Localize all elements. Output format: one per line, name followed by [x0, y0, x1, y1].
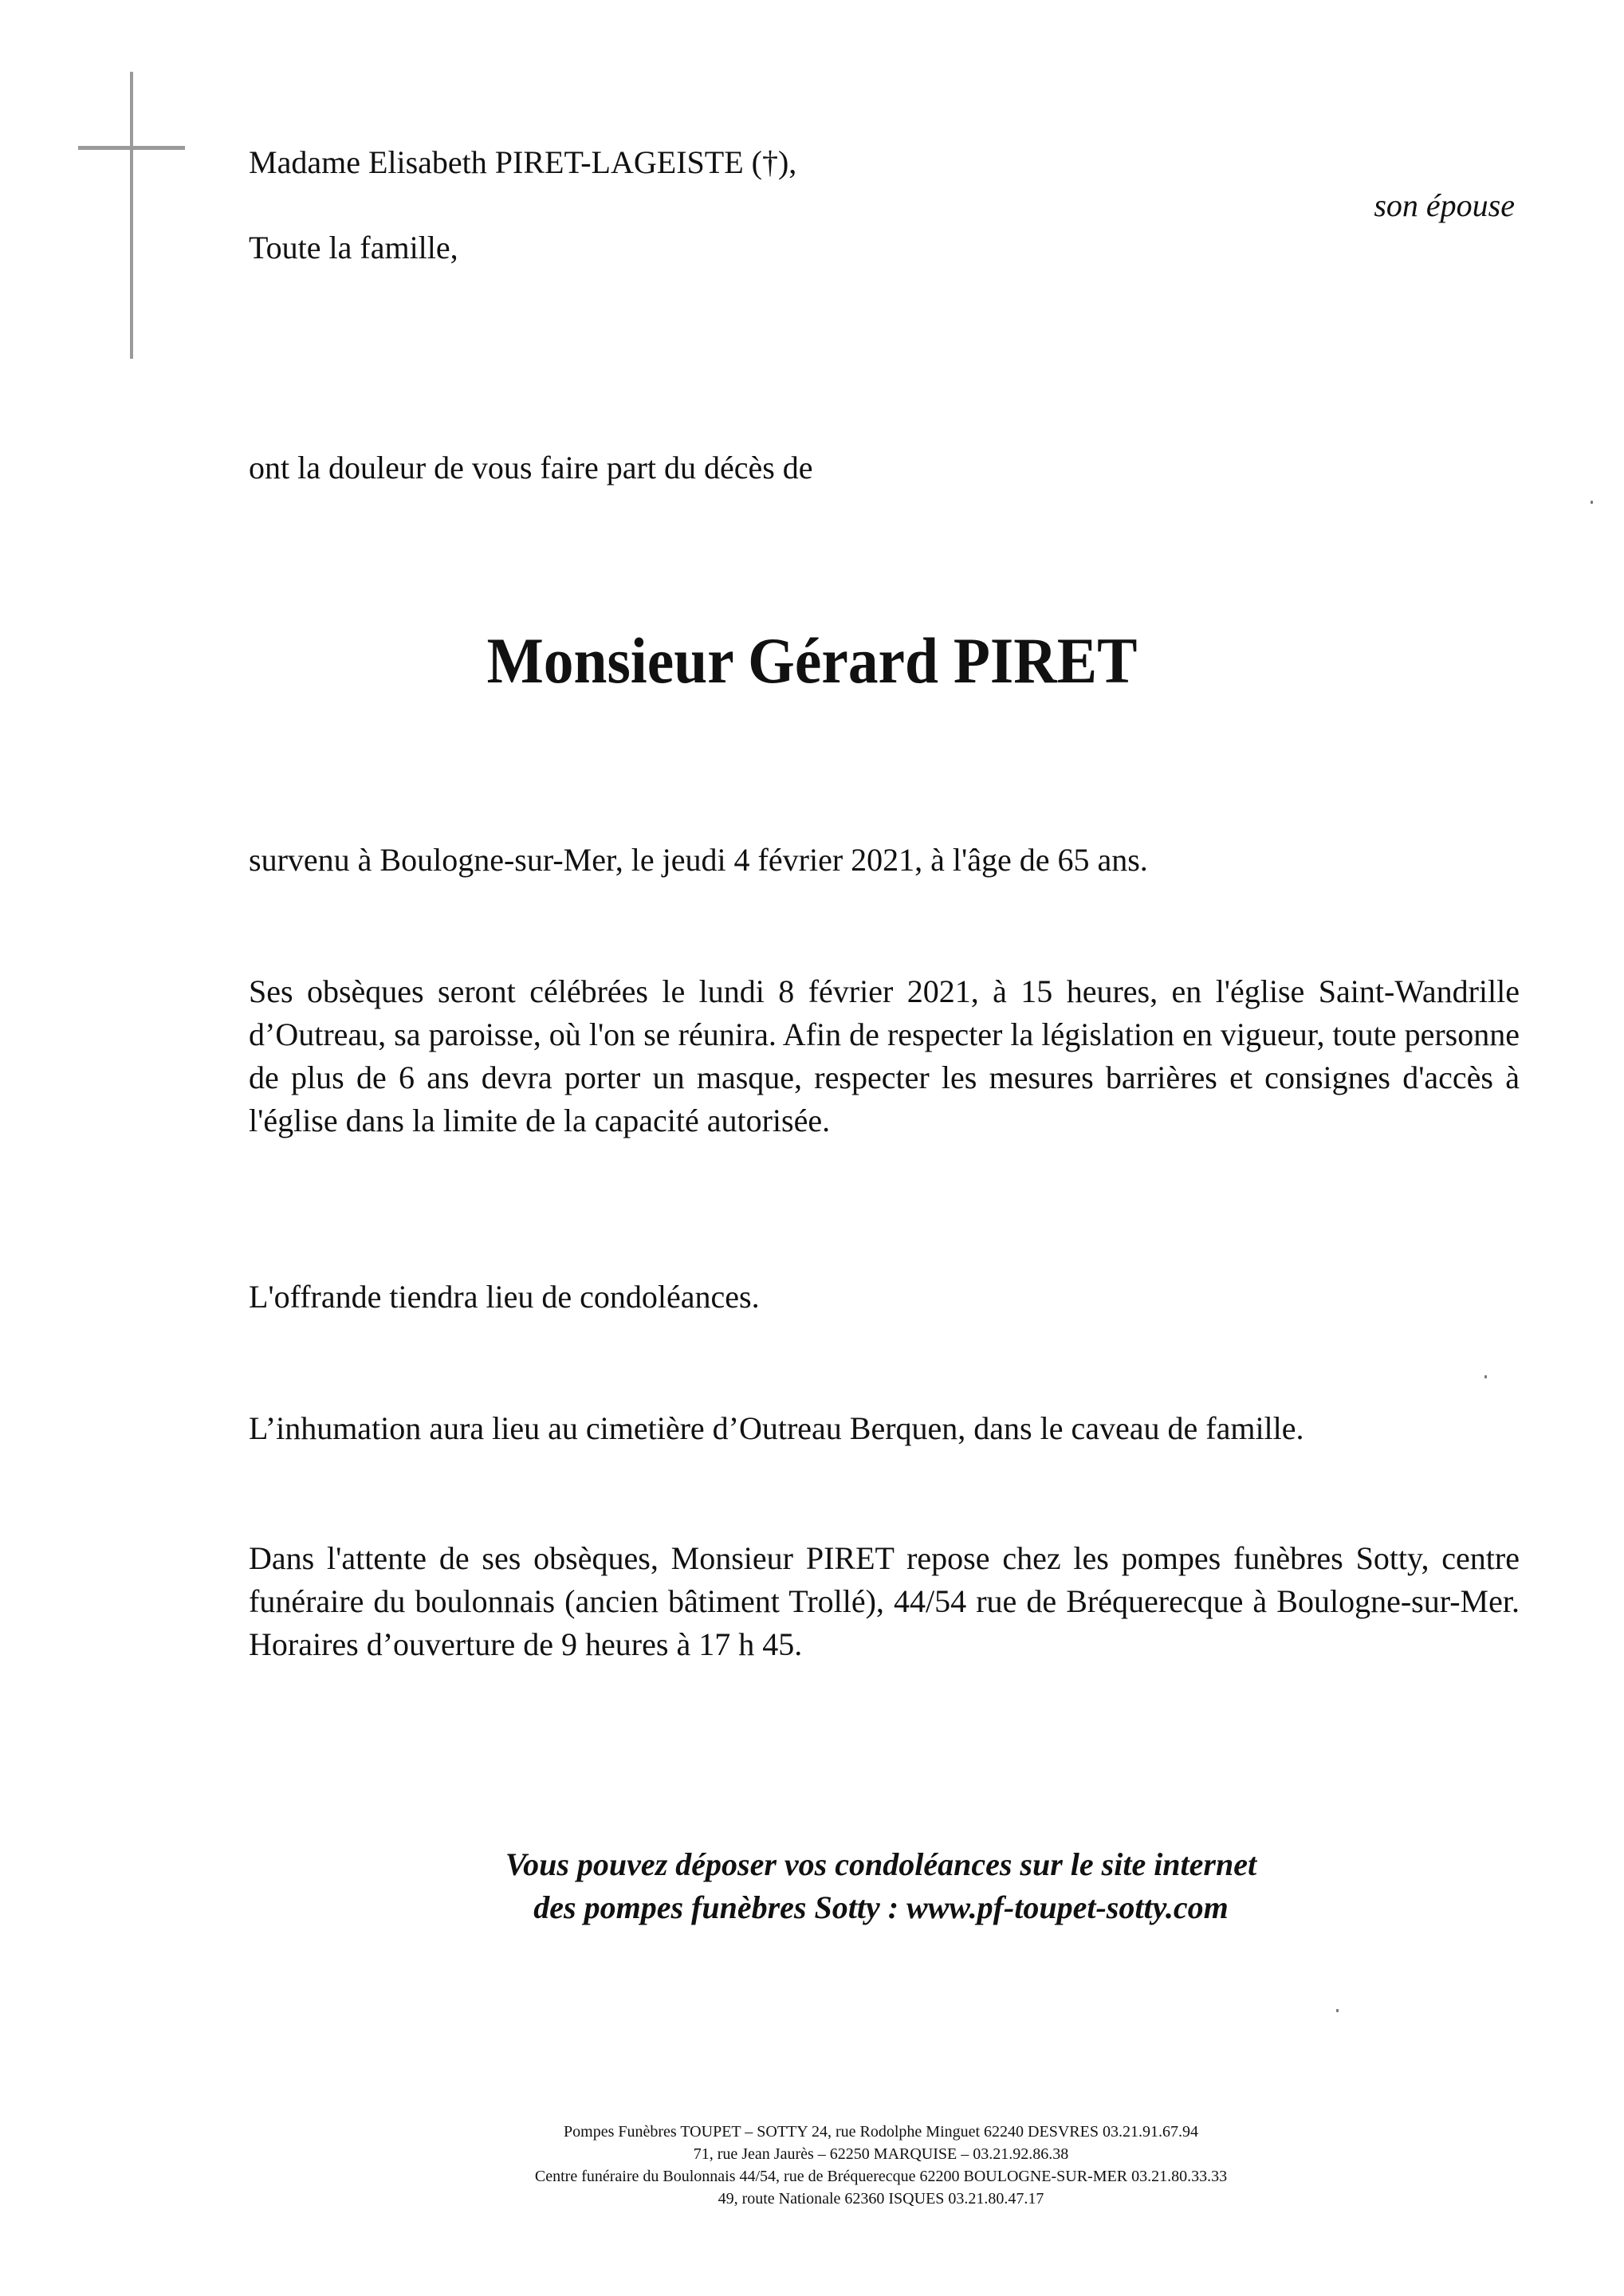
scan-speck — [1336, 2009, 1339, 2012]
footer-addresses — [0, 2121, 1624, 2210]
footer-line: 71, rue Jean Jaurès – 62250 MARQUISE – 03.21.92.86.38 — [693, 2145, 1069, 2163]
spouse-label: son épouse — [1374, 187, 1515, 223]
footer-line: Centre funéraire du Boulonnais 44/54, rue de Bréquerecque 62200 BOULOGNE-SUR-MER 03.21.80.33.33 — [534, 2168, 1228, 2185]
announcement-text: ont la douleur de vous faire part du décès de — [249, 450, 813, 486]
offering-paragraph: L'offrande tiendra lieu de condoléances. — [249, 1279, 760, 1315]
death-info: survenu à Boulogne-sur-Mer, le jeudi 4 février 2021, à l'âge de 65 ans. — [249, 842, 1148, 878]
cross-horizontal-bar — [78, 146, 185, 150]
funeral-paragraph: Ses obsèques seront célébrées le lundi 8 février 2021, à 15 heures, en l'église Saint-Wandrille d’Outreau, sa paroisse, où l'on se réunira. Afin de respecter la législation en vigueur, toute personne de plus de 6 ans devra porter un masque, respecter les mesures barrières et consignes d'accès à l'église dans la limite de la capacité autorisée. — [249, 973, 1520, 1138]
footer-line: 49, route Nationale 62360 ISQUES 03.21.80.47.17 — [718, 2190, 1044, 2208]
cross-vertical-bar — [130, 72, 133, 359]
footer-line: Pompes Funèbres TOUPET – SOTTY 24, rue Rodolphe Minguet 62240 DESVRES 03.21.91.67.94 — [564, 2123, 1198, 2141]
scan-speck — [1484, 1375, 1487, 1378]
rest-paragraph: Dans l'attente de ses obsèques, Monsieur PIRET repose chez les pompes funèbres Sotty, centre funéraire du boulonnais (ancien bâtiment Trollé), 44/54 rue de Bréquerecque à Boulogne-sur-Mer. Horaires d’ouverture de 9 heures à 17 h 45. — [249, 1540, 1520, 1662]
family-all: Toute la famille, — [249, 230, 458, 265]
online-condolences-link[interactable]: des pompes funèbres Sotty : www.pf-toupet-sotty.com — [533, 1889, 1229, 1925]
family-member-spouse: Madame Elisabeth PIRET-LAGEISTE (†), — [249, 144, 797, 180]
online-condolences-line-1: Vous pouvez déposer vos condoléances sur le site internet — [505, 1846, 1257, 1882]
scan-speck — [1591, 501, 1593, 504]
burial-paragraph: L’inhumation aura lieu au cimetière d’Outreau Berquen, dans le caveau de famille. — [249, 1410, 1304, 1446]
deceased-name: Monsieur Gérard PIRET — [486, 624, 1138, 697]
